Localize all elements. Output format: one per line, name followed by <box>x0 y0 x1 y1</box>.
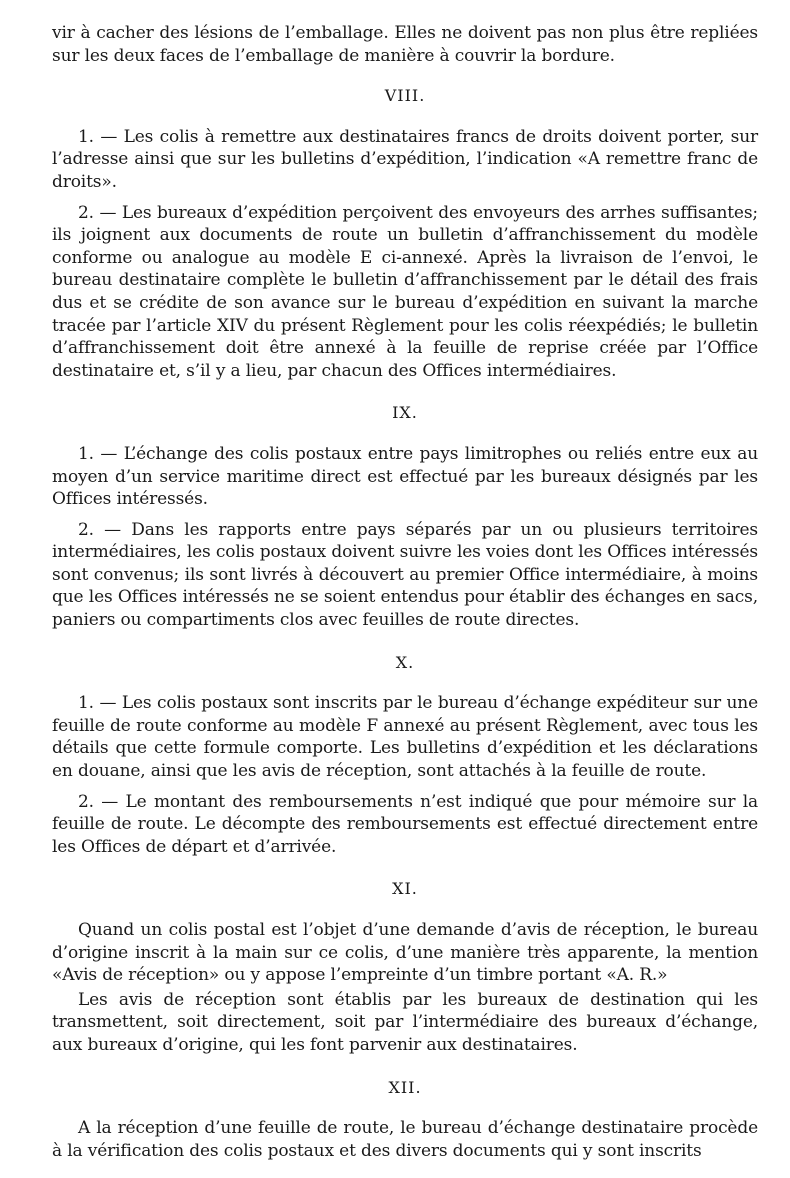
section-xii <box>52 1077 758 1163</box>
paragraph: 2. — Dans les rapports entre pays séparés par un ou plusieurs territoires intermédiaires, les colis postaux doivent suivre les voies dont les Offices intéressés sont convenus; ils sont livrés à découvert au premier Office intermédiaire, à moins que les Offices intéressés ne se soient entendus pour établir des échanges en sacs, paniers ou compartiments clos avec feuilles de route directes. <box>52 519 758 631</box>
section-ix <box>52 402 758 631</box>
section-heading: X. <box>395 652 415 672</box>
paragraph: 2. — Les bureaux d’expédition perçoivent des envoyeurs des arrhes suffisantes; ils joignent aux documents de route un bulletin d’affranchissement du modèle conforme ou analogue au modèle E ci-annexé. Après la livraison de l’envoi, le bureau destinataire complète le bulletin d’affranchissement par le détail des frais dus et se crédite de son avance sur le bureau d’expédition en suivant la marche tracée par l’article XIV du présent Règlement pour les colis réexpédiés; le bulletin d’affranchissement doit être annexé à la feuille de reprise créée par l’Office destinataire et, s’il y a lieu, par chacun des Offices intermédiaires. <box>52 202 758 381</box>
paragraph: Quand un colis postal est l’objet d’une demande d’avis de réception, le bureau d’origine inscrit à la main sur ce colis, d’une manière très apparente, la mention «Avis de réception» ou y appose l’empreinte d’un timbre portant «A. R.» <box>52 920 758 986</box>
paragraph: 2. — Le montant des remboursements n’est indiqué que pour mémoire sur la feuille de route. Le décompte des remboursements est effectué directement entre les Offices de départ et d’arrivée. <box>52 791 758 857</box>
section-heading: XII. <box>388 1077 422 1097</box>
paragraph: 1. — L’échange des colis postaux entre pays limitrophes ou reliés entre eux au moyen d’un service maritime direct est effectué par les bureaux désignés par les Offices intéressés. <box>52 443 758 510</box>
paragraph: Les avis de réception sont établis par les bureaux de destination qui les transmettent, soit directement, soit par l’intermédiaire des bureaux d’échange, aux bureaux d’origine, qui les font parvenir aux destinataires. <box>52 989 758 1055</box>
paragraph: 1. — Les colis à remettre aux destinataires francs de droits doivent porter, sur l’adresse ainsi que sur les bulletins d’expédition, l’indication «A remettre franc de droits». <box>52 126 758 192</box>
section-viii <box>52 85 758 382</box>
document-page <box>52 22 758 1170</box>
section-heading: XI. <box>392 879 418 899</box>
section-x <box>52 652 758 859</box>
paragraph: A la réception d’une feuille de route, le bureau d’échange destinataire procède à la vérification des colis postaux et des divers documents qui y sont inscrits <box>52 1118 758 1161</box>
paragraph: 1. — Les colis postaux sont inscrits par le bureau d’échange expéditeur sur une feuille de route conforme au modèle F annexé au présent Règlement, avec tous les détails que cette formule comporte. Les bulletins d’expédition et les déclarations en douane, ainsi que les avis de réception, sont attachés à la feuille de route. <box>52 693 758 782</box>
section-xi <box>52 878 758 1056</box>
section-heading: VIII. <box>384 86 426 106</box>
section-heading: IX. <box>392 403 418 423</box>
paragraph-continuation: vir à cacher des lésions de l’emballage. Elles ne doivent pas non plus être repliées sur les deux faces de l’emballage de manière à couvrir la bordure. <box>52 23 758 66</box>
